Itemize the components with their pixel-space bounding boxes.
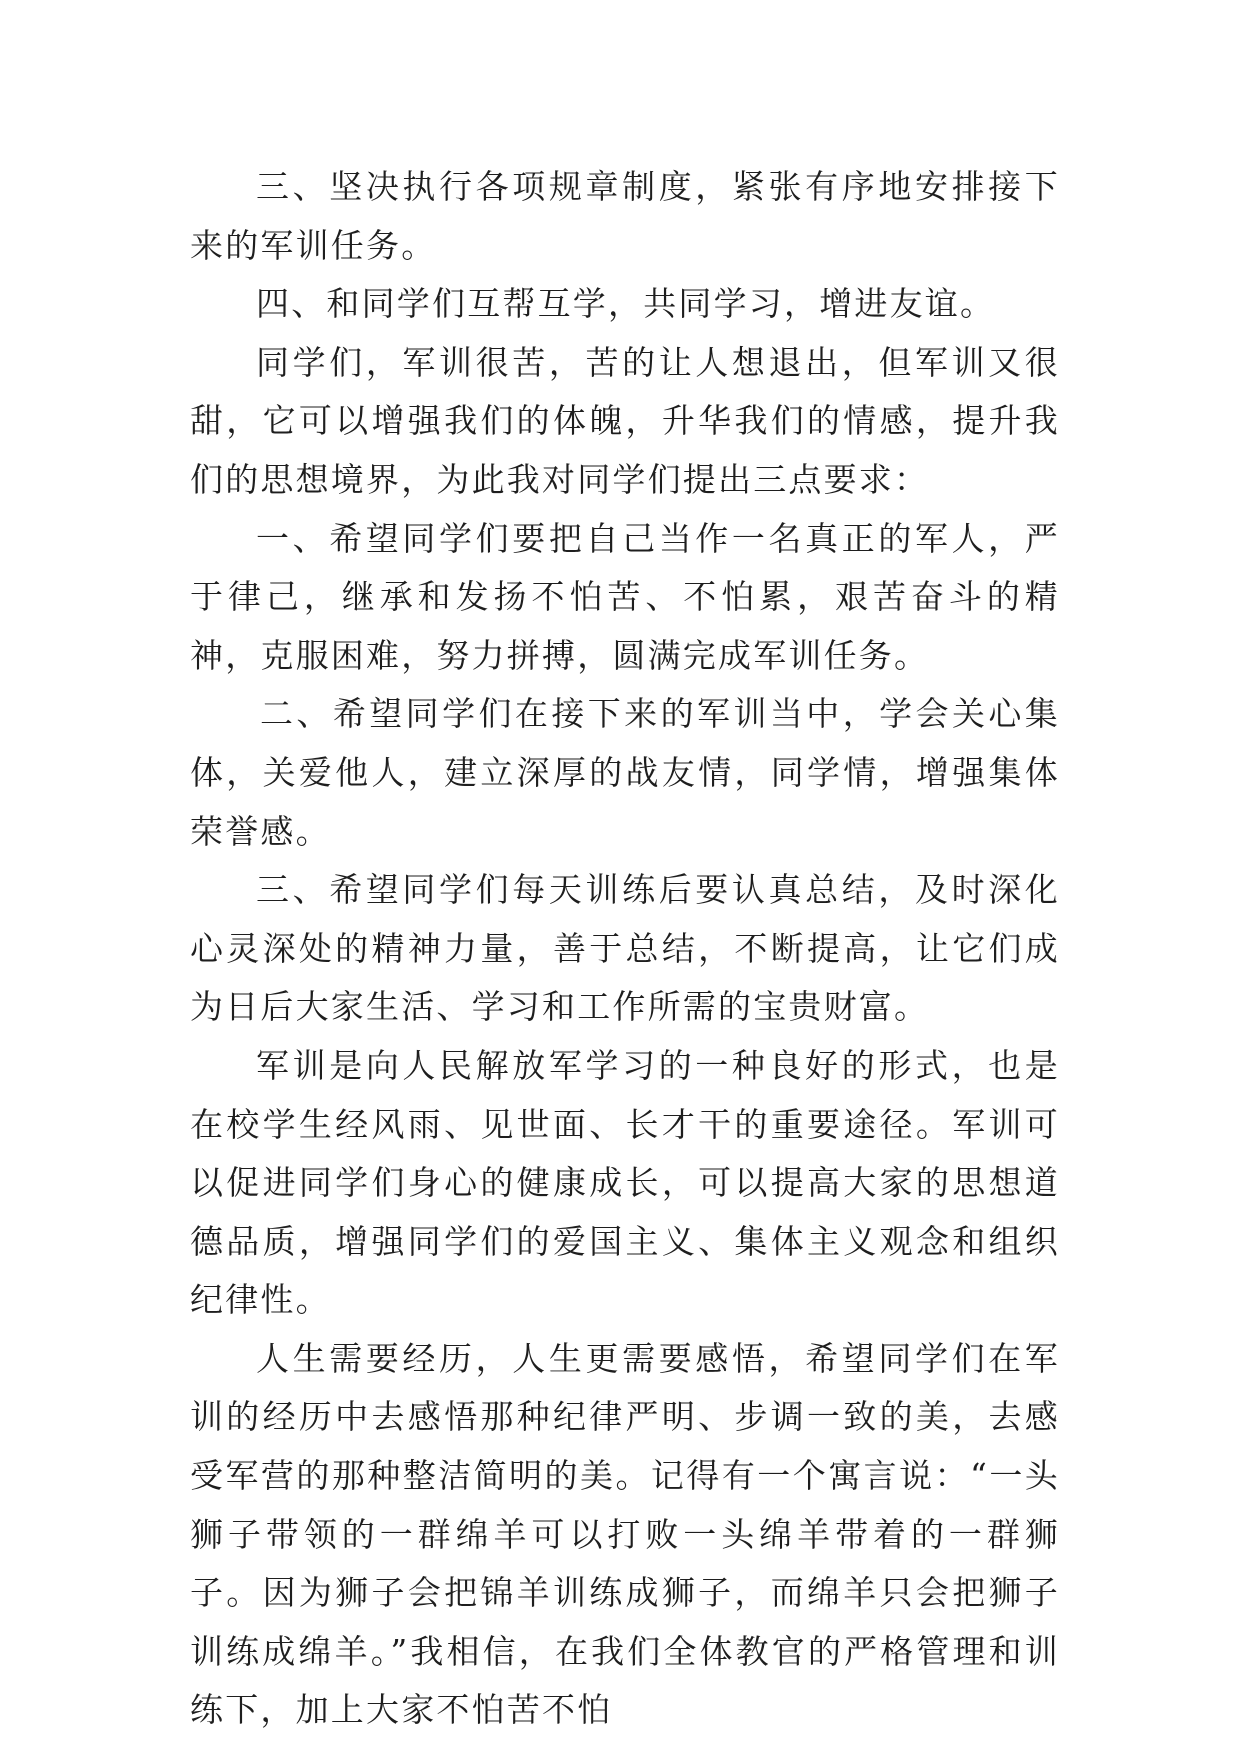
document-body bbox=[190, 158, 1060, 1740]
paragraph-military-training: 军训是向人民解放军学习的一种良好的形式，也是在校学生经风雨、见世面、长才干的重要途径。军训可以促进同学们身心的健康成长，可以提高大家的思想道德品质，增强同学们的爱国主义、集体主义观念和组织纪律性。 bbox=[190, 1045, 1060, 1320]
paragraph-requirement-two: 二、希望同学们在接下来的军训当中，学会关心集体，关爱他人，建立深厚的战友情，同学情，增强集体荣誉感。 bbox=[190, 694, 1060, 851]
paragraph-requirement-one: 一、希望同学们要把自己当作一名真正的军人，严于律己，继承和发扬不怕苦、不怕累，艰苦奋斗的精神，克服困难，努力拼搏，圆满完成军训任务。 bbox=[190, 518, 1060, 675]
paragraph-rule-four: 四、和同学们互帮互学，共同学习，增进友谊。 bbox=[256, 284, 996, 324]
paragraph-life-experience: 人生需要经历，人生更需要感悟，希望同学们在军训的经历中去感悟那种纪律严明、步调一致的美，去感受军营的那种整洁简明的美。记得有一个寓言说：“一头狮子带领的一群绵羊可以打败一头绵羊带着的一群狮子。因为狮子会把锦羊训练成狮子，而绵羊只会把狮子训练成绵羊。”我相信，在我们全体教官的严格管理和训练下，加上大家不怕苦不怕 bbox=[190, 1338, 1060, 1730]
paragraph-requirement-three: 三、希望同学们每天训练后要认真总结，及时深化心灵深处的精神力量，善于总结，不断提高，让它们成为日后大家生活、学习和工作所需的宝贵财富。 bbox=[190, 870, 1060, 1027]
paragraph-address-students: 同学们，军训很苦，苦的让人想退出，但军训又很甜，它可以增强我们的体魄，升华我们的情感，提升我们的思想境界，为此我对同学们提出三点要求： bbox=[190, 342, 1060, 499]
paragraph-rule-three: 三、坚决执行各项规章制度，紧张有序地安排接下来的军训任务。 bbox=[190, 167, 1060, 265]
